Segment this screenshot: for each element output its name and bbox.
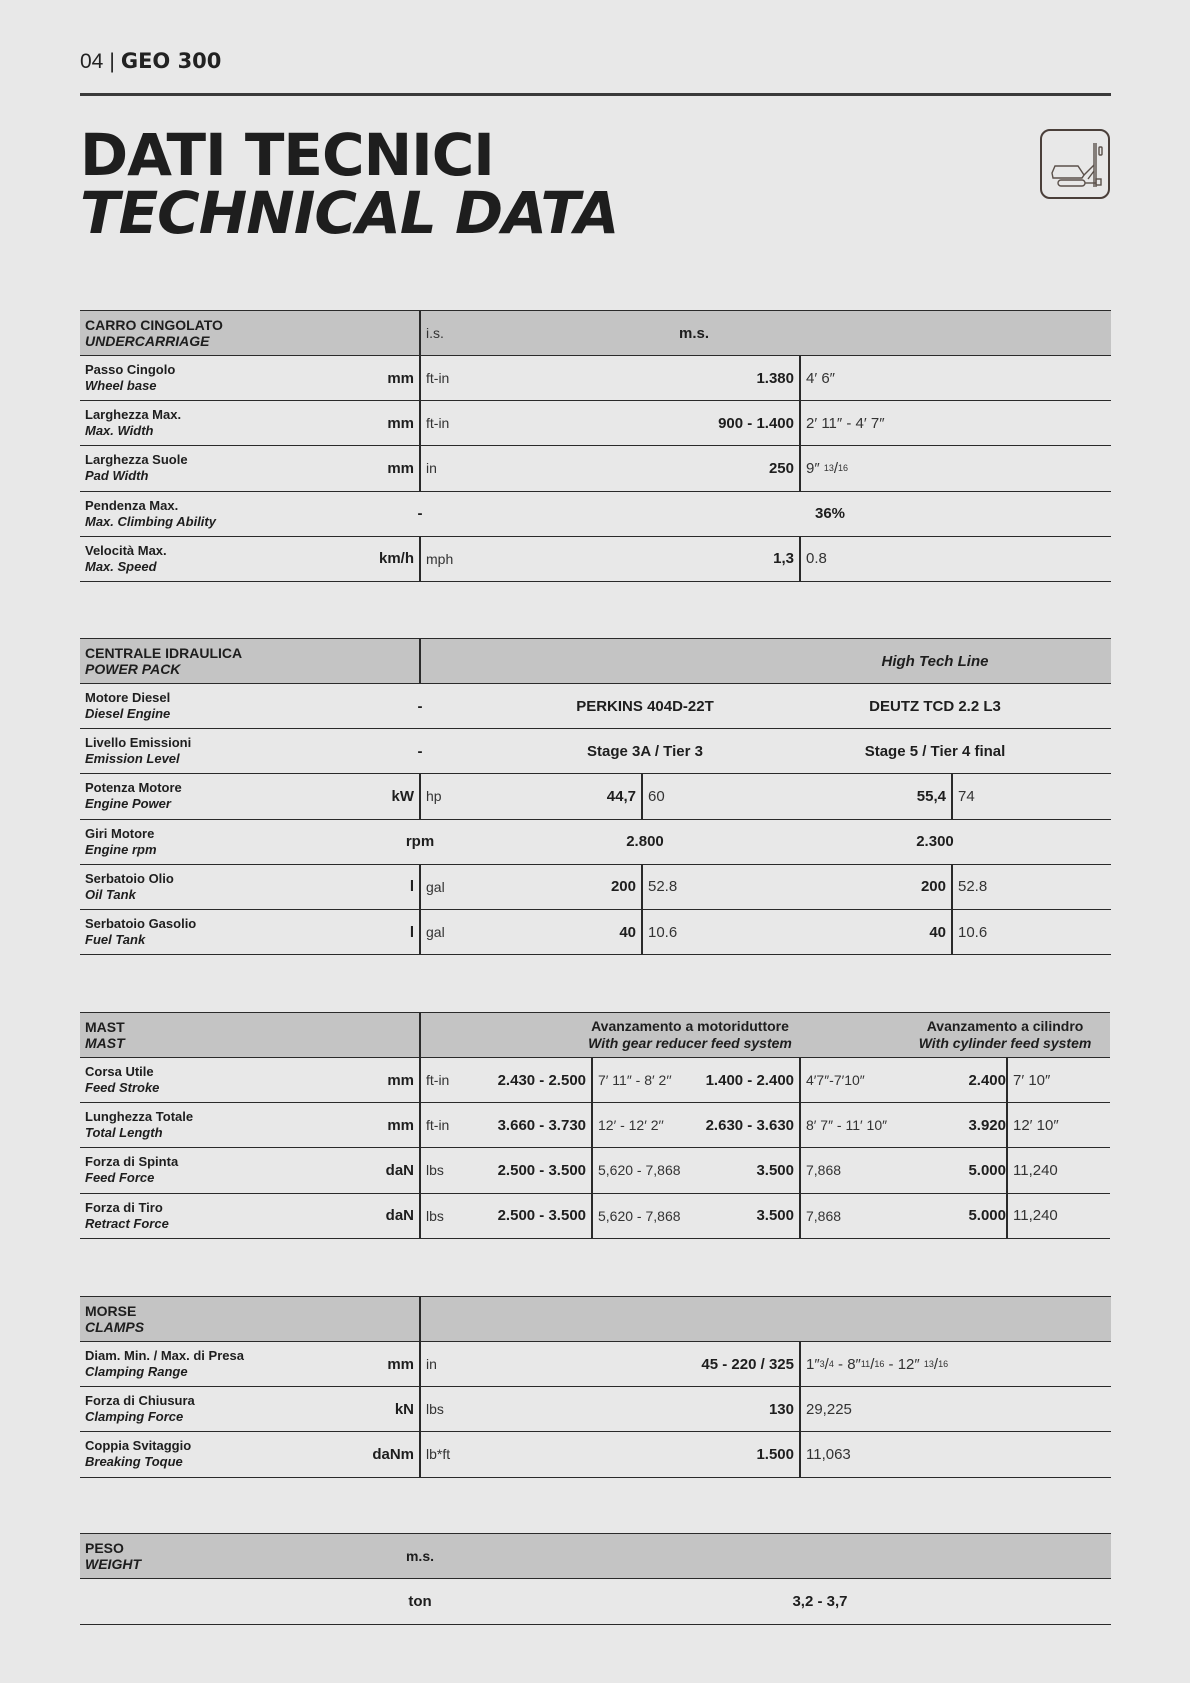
high-tech-metric-value: 55,4 [916,787,946,805]
imperial-unit: gal [426,878,445,895]
metric-unit: l [409,878,414,896]
gear-stroke-b-imperial: 8′ 7″ - 11′ 10″ [806,1117,888,1134]
header-separator: | [109,50,115,73]
table-row [80,356,1111,401]
standard-value: PERKINS 404D-22T [576,697,714,715]
gear-reducer-header-english: With gear reducer feed system [588,1035,792,1051]
imperial-system-label: i.s. [426,325,444,341]
table-row [80,492,1111,537]
section-title-italian: CENTRALE IDRAULICA [85,645,243,661]
section-title-english: MAST [85,1035,125,1051]
metric-unit: mm [387,414,414,432]
gear-stroke-b-metric: 2.630 - 3.630 [705,1116,794,1134]
imperial-value: 9″ 13 / 16 [806,459,849,477]
section-title-english: UNDERCARRIAGE [85,333,210,349]
cylinder-imperial: 11,240 [1013,1161,1058,1179]
gear-stroke-a-imperial: 12′ - 12′ 2′′ [598,1117,664,1134]
standard-metric-value: 200 [610,878,636,896]
metric-unit: mm [387,1071,414,1089]
section-title-italian: MORSE [85,1303,137,1319]
metric-system-label: m.s. [678,324,709,342]
weight-unit: ton [408,1593,432,1610]
label-italian: Lunghezza Totale [85,1109,194,1125]
table-row [80,1058,1110,1103]
label-italian: Coppia Svitaggio [85,1438,192,1454]
section-title [85,1013,385,1057]
high-tech-line-header: High Tech Line [881,652,989,670]
metric-unit: kW [391,787,414,805]
drilling-rig-icon [1040,129,1110,199]
gear-stroke-a-imperial: 5,620 - 7,868 [598,1162,681,1179]
standard-value: 2.800 [626,833,664,851]
cylinder-imperial: 7′ 10″ [1013,1071,1051,1089]
label-italian: Serbatoio Gasolio [85,916,197,932]
label-english: Fuel Tank [85,932,146,948]
gear-stroke-a-metric: 3.660 - 3.730 [497,1116,586,1134]
metric-unit: mm [387,369,414,387]
label-italian: Forza di Tiro [85,1199,163,1215]
metric-unit: mm [387,459,414,477]
metric-value: 45 - 220 / 325 [701,1355,794,1373]
label-italian: Pendenza Max. [85,497,179,513]
label-english: Breaking Toque [85,1454,183,1470]
label-english: Oil Tank [85,886,136,902]
table-header-row [80,310,1111,356]
standard-imperial-value: 60 [648,787,665,805]
label-english: Emission Level [85,751,180,767]
row-label [85,820,375,864]
table-row [80,1148,1110,1193]
metric-system-label: m.s. [405,1548,434,1564]
imperial-value: 0.8 [806,550,827,568]
section-title [85,1297,385,1341]
metric-unit: kN [394,1400,414,1418]
imperial-unit: lbs [426,1162,444,1179]
imperial-value: 4′ 6″ [806,369,835,387]
gear-stroke-a-metric: 2.500 - 3.500 [497,1161,586,1179]
standard-metric-value: 40 [619,923,636,941]
high-tech-value: Stage 5 / Tier 4 final [864,742,1006,760]
unit-label: - [417,697,423,715]
high-tech-imperial-value: 74 [958,787,975,805]
label-italian: Motore Diesel [85,690,171,706]
imperial-unit: ft-in [426,415,450,432]
standard-imperial-value: 52.8 [648,878,678,896]
imperial-value: 29,225 [806,1400,852,1418]
high-tech-metric-value: 200 [920,878,946,896]
page-title-italian: DATI TECNICI [80,121,494,189]
row-label [85,729,375,773]
metric-unit: mm [387,1355,414,1373]
column-divider [419,639,421,683]
table-row [80,910,1111,955]
imperial-unit: ft-in [426,1117,450,1134]
metric-value: 250 [768,459,794,477]
imperial-unit: gal [426,924,445,941]
gear-stroke-a-imperial: 7′ 11″ - 8′ 2′′ [598,1072,672,1089]
cylinder-imperial: 12′ 10″ [1013,1116,1059,1134]
table-row [80,820,1111,865]
unit-label: - [417,742,423,760]
cylinder-header-italian: Avanzamento a cilindro [926,1018,1084,1034]
row-label [85,492,375,536]
gear-stroke-b-imperial: 7,868 [806,1162,842,1179]
standard-metric-value: 44,7 [606,787,636,805]
gear-stroke-a-metric: 2.430 - 2.500 [497,1071,586,1089]
section-title-english: POWER PACK [85,661,181,677]
label-english: Max. Climbing Ability [85,513,216,529]
label-english: Max. Width [85,423,154,439]
table-header-row [80,1012,1110,1058]
table-row [80,1432,1111,1477]
imperial-unit: lbs [426,1401,444,1418]
label-italian: Velocità Max. [85,542,167,558]
label-italian: Passo Cingolo [85,362,176,378]
cylinder-header-english: With cylinder feed system [918,1035,1092,1051]
imperial-unit: ft-in [426,370,450,387]
standard-imperial-value: 10.6 [648,923,678,941]
label-english: Retract Force [85,1215,169,1231]
metric-value: 130 [768,1400,794,1418]
section-title [85,639,385,683]
label-english: Clamping Force [85,1409,184,1425]
table-header-row [80,1533,1111,1579]
unit-label: rpm [405,833,435,851]
table-row [80,1194,1110,1239]
label-english: Clamping Range [85,1364,188,1380]
metric-unit: daN [385,1207,414,1225]
mast-table [80,1012,1111,1240]
clamps-table [80,1296,1111,1478]
section-title [85,311,385,355]
table-row [80,774,1111,819]
gear-reducer-header-italian: Avanzamento a motoriduttore [591,1018,789,1034]
high-tech-value: 2.300 [916,833,954,851]
model-name: GEO 300 [120,49,222,73]
column-divider [419,1013,421,1057]
weight-value: 3,2 - 3,7 [792,1593,848,1610]
cylinder-metric: 5.000 [968,1207,1006,1225]
page-title-english: TECHNICAL DATA [80,179,619,247]
row-label [85,684,375,728]
imperial-unit: mph [426,550,454,567]
cylinder-metric: 5.000 [968,1161,1006,1179]
table-row [80,865,1111,910]
cylinder-imperial: 11,240 [1013,1207,1058,1225]
table-row [80,446,1111,491]
spec-value: 36% [814,505,846,523]
high-tech-imperial-value: 52.8 [958,878,988,896]
imperial-unit: ft-in [426,1072,450,1089]
metric-value: 1,3 [773,550,794,568]
section-title-english: WEIGHT [85,1556,141,1572]
high-tech-metric-value: 40 [929,923,946,941]
table-row [80,401,1111,446]
imperial-value: 2′ 11″ - 4′ 7″ [806,414,885,432]
label-italian: Livello Emissioni [85,735,192,751]
gear-stroke-a-metric: 2.500 - 3.500 [497,1207,586,1225]
imperial-unit: in [426,460,437,477]
imperial-unit: lb*ft [426,1446,451,1463]
table-row [80,537,1111,582]
label-english: Feed Force [85,1170,155,1186]
metric-unit: daNm [372,1445,414,1463]
table-header-row [80,1296,1111,1342]
metric-value: 1.500 [756,1445,794,1463]
label-italian: Forza di Spinta [85,1154,179,1170]
standard-value: Stage 3A / Tier 3 [587,742,703,760]
page-header [80,49,221,74]
header-divider [80,93,1111,96]
metric-unit: mm [387,1116,414,1134]
power-pack-table [80,638,1111,956]
gear-stroke-b-imperial: 7,868 [806,1207,842,1224]
cylinder-metric: 2.400 [968,1071,1006,1089]
metric-value: 900 - 1.400 [718,414,794,432]
label-italian: Potenza Motore [85,780,182,796]
table-row [80,1387,1111,1432]
label-english: Engine rpm [85,841,157,857]
table-row [80,1342,1111,1387]
label-english: Pad Width [85,468,149,484]
label-english: Feed Stroke [85,1080,160,1096]
metric-unit: l [409,923,414,941]
metric-unit: km/h [378,550,414,568]
imperial-unit: in [426,1356,437,1373]
high-tech-imperial-value: 10.6 [958,923,988,941]
metric-value: 1.380 [756,369,794,387]
section-title-italian: MAST [85,1019,125,1035]
label-italian: Larghezza Max. [85,407,182,423]
label-italian: Diam. Min. / Max. di Presa [85,1348,244,1364]
column-divider [419,1297,421,1341]
label-italian: Giri Motore [85,825,155,841]
label-english: Wheel base [85,378,157,394]
table-row [80,684,1111,729]
weight-table [80,1533,1111,1625]
label-italian: Serbatoio Olio [85,870,174,886]
high-tech-value: DEUTZ TCD 2.2 L3 [869,697,1001,715]
label-italian: Corsa Utile [85,1064,154,1080]
table-row [80,1103,1110,1148]
unit-label: - [417,505,423,523]
section-title-english: CLAMPS [85,1319,145,1335]
imperial-unit: lbs [426,1207,444,1224]
label-english: Total Length [85,1125,163,1141]
imperial-value: 1″ 3 / 4 - 8″ 11 / 16 - 12″ 13 / 16 [806,1355,949,1373]
gear-stroke-b-metric: 1.400 - 2.400 [705,1071,794,1089]
table-row [80,729,1111,774]
undercarriage-table [80,310,1111,582]
imperial-unit: hp [426,788,442,805]
gear-stroke-b-metric: 3.500 [756,1161,794,1179]
section-title [85,1534,385,1578]
label-italian: Larghezza Suole [85,452,188,468]
table-header-row [80,638,1111,684]
cylinder-metric: 3.920 [968,1116,1006,1134]
metric-unit: daN [385,1161,414,1179]
label-english: Max. Speed [85,558,157,574]
gear-stroke-a-imperial: 5,620 - 7,868 [598,1207,681,1224]
gear-stroke-b-imperial: 4′7″-7′10″ [806,1072,865,1089]
label-english: Diesel Engine [85,706,171,722]
gear-reducer-header [560,1013,820,1057]
section-title-italian: CARRO CINGOLATO [85,317,223,333]
page-number: 04 [80,50,104,73]
gear-stroke-b-metric: 3.500 [756,1207,794,1225]
label-italian: Forza di Chiusura [85,1393,195,1409]
label-english: Engine Power [85,796,171,812]
table-row [80,1579,1111,1625]
section-title-italian: PESO [85,1540,124,1556]
imperial-value: 11,063 [806,1445,851,1463]
cylinder-header [900,1013,1110,1057]
